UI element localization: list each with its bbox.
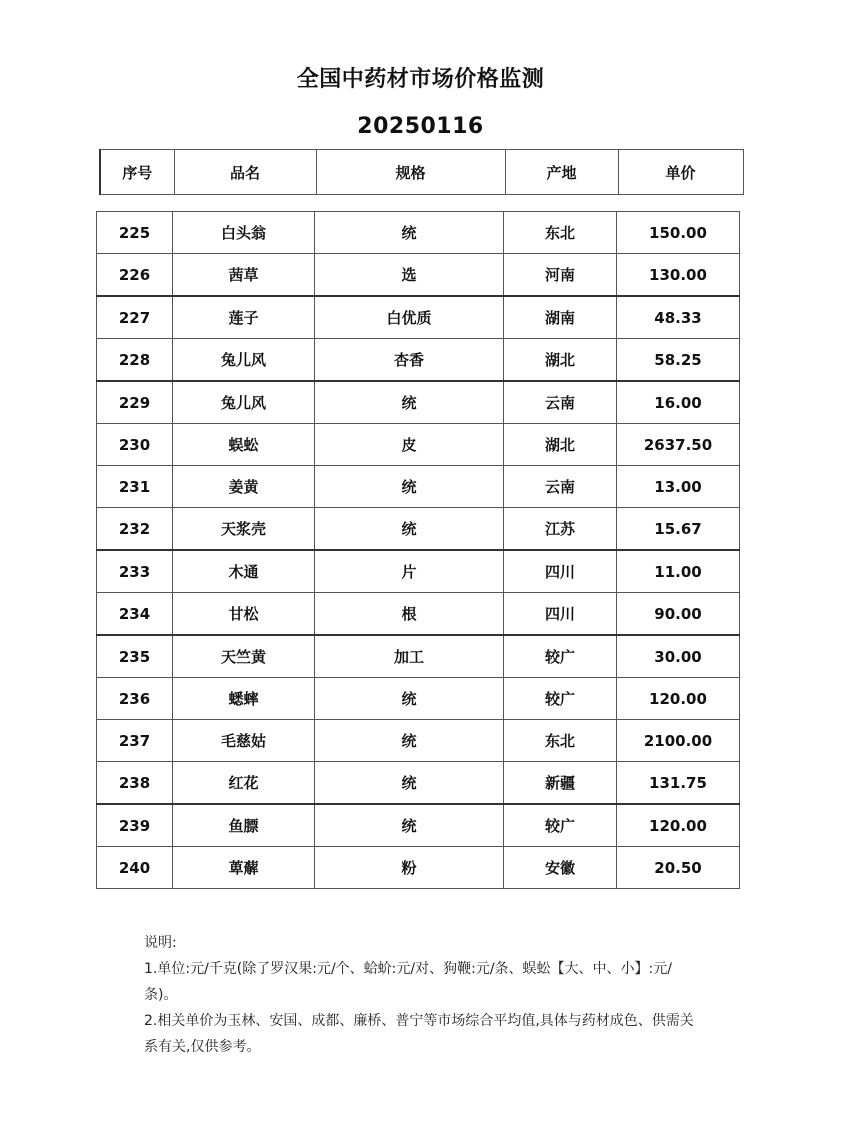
notes-line-1: 1.单位:元/千克(除了罗汉果:元/个、蛤蚧:元/对、狗鞭:元/条、蜈蚣【大、中、小】:元/条)。 — [144, 961, 672, 1003]
cell-spec: 加工 — [315, 635, 504, 678]
cell-no: 230 — [97, 424, 173, 466]
column-header-spec: 规格 — [316, 150, 505, 195]
cell-origin: 东北 — [504, 720, 617, 762]
cell-no: 231 — [97, 466, 173, 508]
column-header-no: 序号 — [100, 150, 174, 195]
cell-origin: 东北 — [504, 212, 617, 254]
table-row — [97, 762, 740, 805]
cell-name: 木通 — [173, 550, 315, 593]
cell-name: 毛慈姑 — [173, 720, 315, 762]
cell-no: 239 — [97, 804, 173, 847]
cell-price: 11.00 — [617, 550, 740, 593]
report-date: 20250116 — [357, 114, 484, 139]
cell-spec: 统 — [315, 804, 504, 847]
table-row — [97, 254, 740, 297]
cell-price: 13.00 — [617, 466, 740, 508]
cell-no: 233 — [97, 550, 173, 593]
table-row — [97, 550, 740, 593]
cell-spec: 统 — [315, 508, 504, 551]
column-header-origin: 产地 — [505, 150, 618, 195]
table-row — [97, 593, 740, 636]
cell-name: 萆薢 — [173, 847, 315, 889]
cell-no: 240 — [97, 847, 173, 889]
cell-spec: 选 — [315, 254, 504, 297]
cell-name: 鱼膘 — [173, 804, 315, 847]
table-row — [97, 424, 740, 466]
cell-no: 232 — [97, 508, 173, 551]
cell-price: 58.25 — [617, 339, 740, 382]
cell-spec: 统 — [315, 212, 504, 254]
table-header — [99, 149, 744, 195]
cell-origin: 四川 — [504, 593, 617, 636]
table-row — [97, 508, 740, 551]
cell-origin: 湖南 — [504, 296, 617, 339]
table-row — [97, 635, 740, 678]
cell-spec: 统 — [315, 678, 504, 720]
notes-line-2: 2.相关单价为玉林、安国、成都、廉桥、普宁等市场综合平均值,具体与药材成色、供需关系有关,仅供参考。 — [144, 1013, 694, 1055]
cell-price: 130.00 — [617, 254, 740, 297]
cell-no: 236 — [97, 678, 173, 720]
cell-no: 226 — [97, 254, 173, 297]
cell-name: 天浆壳 — [173, 508, 315, 551]
table-row — [97, 720, 740, 762]
cell-origin: 安徽 — [504, 847, 617, 889]
column-header-name: 品名 — [174, 150, 316, 195]
cell-origin: 湖北 — [504, 424, 617, 466]
table-row — [97, 212, 740, 254]
notes — [144, 930, 704, 1060]
cell-spec: 根 — [315, 593, 504, 636]
table-row — [97, 847, 740, 889]
cell-price: 120.00 — [617, 804, 740, 847]
cell-name: 姜黄 — [173, 466, 315, 508]
cell-name: 茜草 — [173, 254, 315, 297]
cell-price: 2100.00 — [617, 720, 740, 762]
cell-origin: 云南 — [504, 466, 617, 508]
cell-name: 天竺黄 — [173, 635, 315, 678]
cell-origin: 江苏 — [504, 508, 617, 551]
cell-no: 227 — [97, 296, 173, 339]
cell-price: 48.33 — [617, 296, 740, 339]
cell-spec: 统 — [315, 762, 504, 805]
cell-spec: 统 — [315, 720, 504, 762]
cell-spec: 杏香 — [315, 339, 504, 382]
table-row — [97, 381, 740, 424]
cell-origin: 新疆 — [504, 762, 617, 805]
cell-name: 甘松 — [173, 593, 315, 636]
cell-price: 20.50 — [617, 847, 740, 889]
table-row — [97, 678, 740, 720]
cell-origin: 较广 — [504, 804, 617, 847]
cell-origin: 四川 — [504, 550, 617, 593]
table-row — [97, 339, 740, 382]
cell-name: 兔儿风 — [173, 339, 315, 382]
cell-spec: 片 — [315, 550, 504, 593]
cell-no: 235 — [97, 635, 173, 678]
cell-no: 237 — [97, 720, 173, 762]
cell-name: 蜈蚣 — [173, 424, 315, 466]
cell-price: 150.00 — [617, 212, 740, 254]
cell-price: 90.00 — [617, 593, 740, 636]
header-row — [100, 150, 743, 195]
cell-name: 兔儿风 — [173, 381, 315, 424]
cell-spec: 皮 — [315, 424, 504, 466]
cell-price: 2637.50 — [617, 424, 740, 466]
table-row — [97, 466, 740, 508]
cell-price: 30.00 — [617, 635, 740, 678]
table-row — [97, 296, 740, 339]
cell-no: 229 — [97, 381, 173, 424]
cell-name: 白头翁 — [173, 212, 315, 254]
cell-origin: 湖北 — [504, 339, 617, 382]
notes-heading: 说明: — [144, 935, 177, 951]
cell-price: 16.00 — [617, 381, 740, 424]
cell-no: 228 — [97, 339, 173, 382]
cell-no: 225 — [97, 212, 173, 254]
price-table — [96, 211, 740, 889]
cell-price: 131.75 — [617, 762, 740, 805]
cell-origin: 较广 — [504, 635, 617, 678]
cell-origin: 云南 — [504, 381, 617, 424]
cell-no: 238 — [97, 762, 173, 805]
column-header-price: 单价 — [618, 150, 743, 195]
cell-spec: 粉 — [315, 847, 504, 889]
cell-origin: 河南 — [504, 254, 617, 297]
cell-price: 15.67 — [617, 508, 740, 551]
cell-origin: 较广 — [504, 678, 617, 720]
page-title: 全国中药材市场价格监测 — [296, 67, 545, 92]
cell-spec: 统 — [315, 466, 504, 508]
cell-name: 莲子 — [173, 296, 315, 339]
cell-no: 234 — [97, 593, 173, 636]
cell-spec: 白优质 — [315, 296, 504, 339]
cell-price: 120.00 — [617, 678, 740, 720]
table-row — [97, 804, 740, 847]
cell-name: 红花 — [173, 762, 315, 805]
cell-spec: 统 — [315, 381, 504, 424]
cell-name: 蟋蟀 — [173, 678, 315, 720]
